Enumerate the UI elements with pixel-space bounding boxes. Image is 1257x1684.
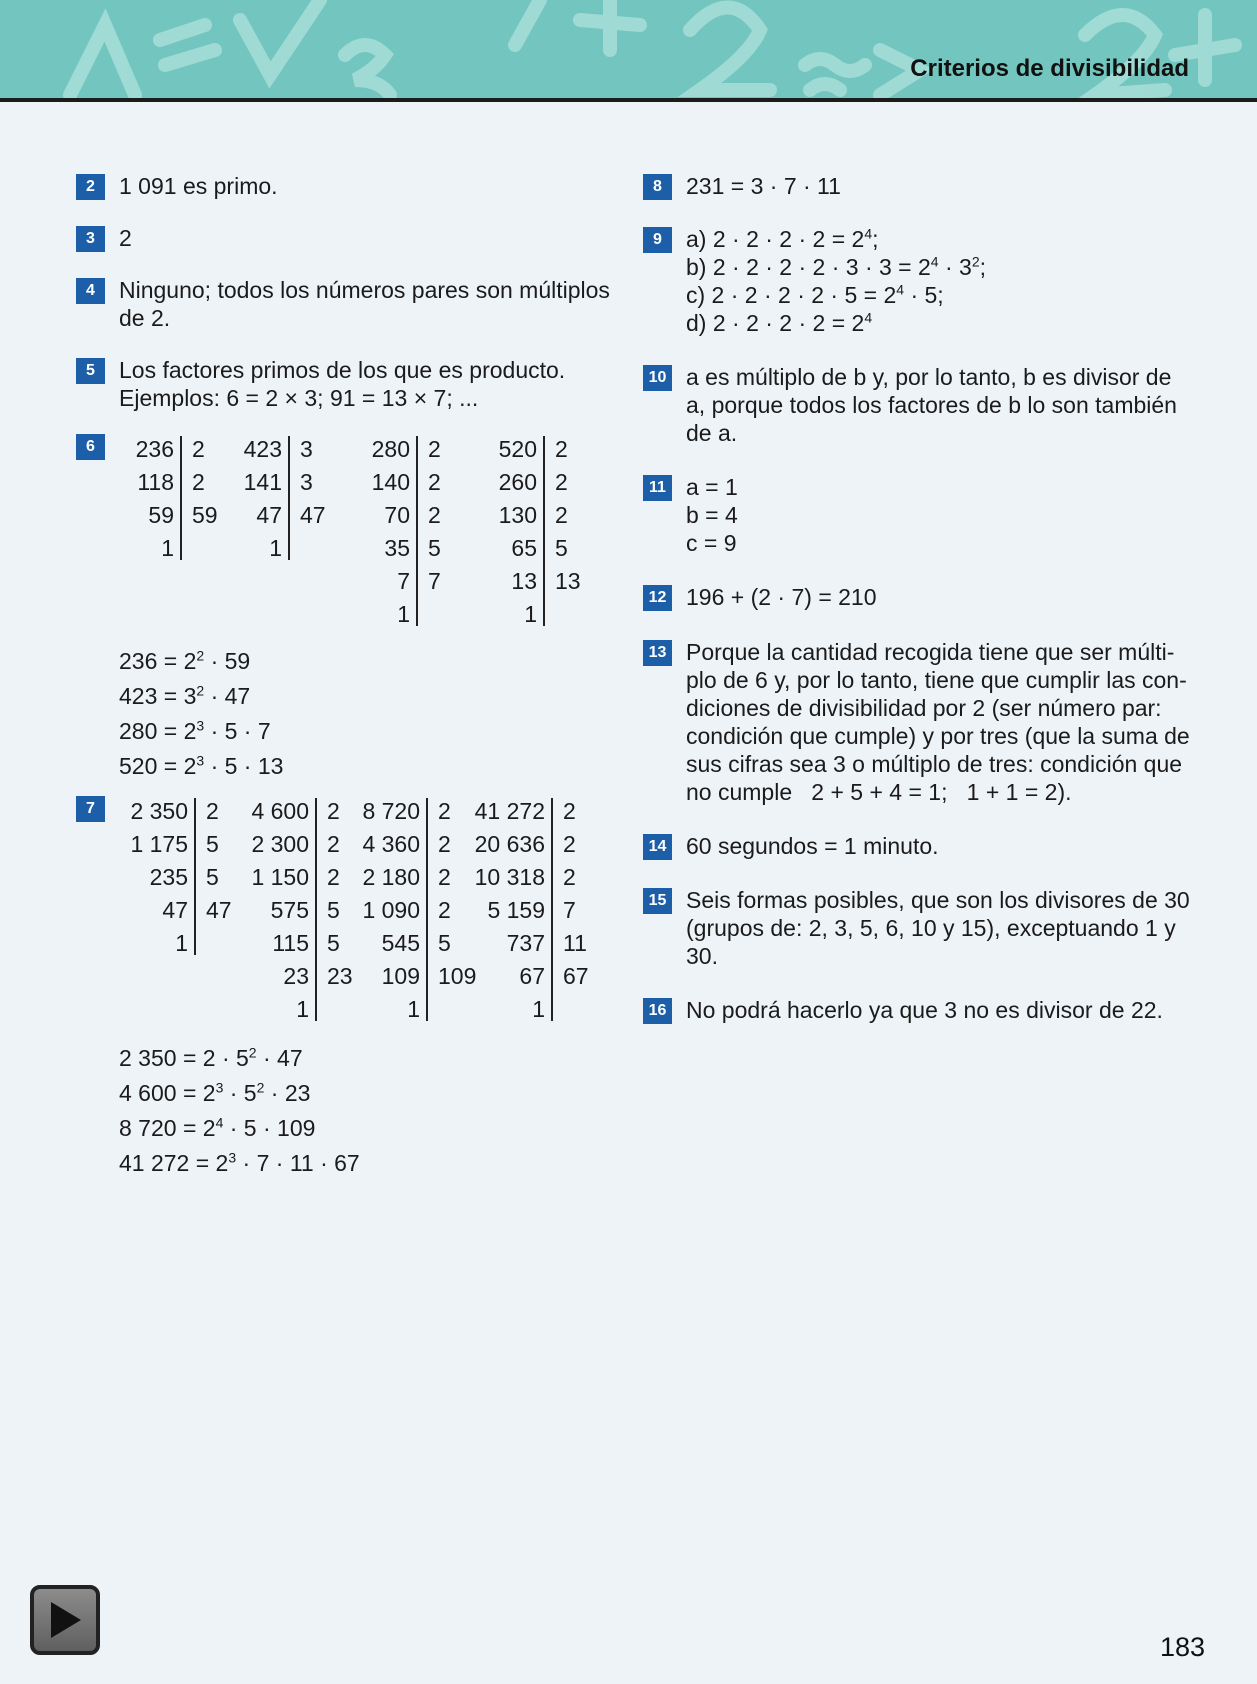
exercise-10 xyxy=(643,363,1203,447)
dividend-value: 59 xyxy=(148,502,174,528)
math-decoration-background xyxy=(0,0,1257,102)
dividend-value: 2 300 xyxy=(251,831,309,857)
dividend-value: 140 xyxy=(371,469,410,495)
chapter-title: Criterios de divisibilidad xyxy=(910,55,1189,82)
prime-divisor: 11 xyxy=(563,930,587,956)
exercise-text: 231 = 3 · 7 · 11 xyxy=(686,173,841,199)
prime-divisor: 5 xyxy=(327,930,340,956)
page-header xyxy=(0,0,1257,102)
exercise-text-line: Ninguno; todos los números pares son múltiplos xyxy=(119,277,610,303)
dividend-value: 20 636 xyxy=(474,831,545,857)
division-bar xyxy=(288,436,290,560)
factorization-result: 2 $350 = 2 \cdot 5^2 \cdot 47$ xyxy=(119,1044,303,1071)
dividend-value: 1 150 xyxy=(251,864,309,890)
exercise-16 xyxy=(643,996,1203,1024)
factorization-result: $423 = 3^2 \cdot 47$ xyxy=(119,682,251,709)
dividend-value: 10 318 xyxy=(474,864,545,890)
exercise-number-badge: 10 xyxy=(643,365,672,391)
dividend-value: 141 xyxy=(243,469,282,495)
dividend-value: 1 090 xyxy=(362,897,420,923)
dividend-value: 260 xyxy=(498,469,537,495)
exercise-14 xyxy=(643,832,1203,860)
exercise-number-badge: 8 xyxy=(643,174,672,200)
exercise-text xyxy=(686,225,1203,337)
exercise-9 xyxy=(643,225,1203,337)
exercise-number-badge: 11 xyxy=(643,475,672,501)
exercise-13 xyxy=(643,638,1203,806)
exercise-text-line: Ejemplos: 6 = 2 × 3; 91 = 13 × 7; ... xyxy=(119,385,479,411)
prime-divisor: 3 xyxy=(300,436,313,462)
exercise-text-line: a es múltiplo de b y, por lo tanto, b es divisor de xyxy=(686,364,1172,390)
exercise-text-line: a) $2 \cdot 2 \cdot 2 \cdot 2 = 2^4$; xyxy=(686,225,879,252)
exercise-text-line: b = 4 xyxy=(686,502,738,528)
dividend-value: 23 xyxy=(283,963,309,989)
prime-divisor: 2 xyxy=(555,436,568,462)
dividend-value: 7 xyxy=(397,568,410,594)
division-bar xyxy=(416,436,418,626)
prime-divisor: 2 xyxy=(192,436,205,462)
exercise-text-line: diciones de divisibilidad por 2 (ser número par: xyxy=(686,695,1162,721)
right-column xyxy=(643,172,1203,1024)
prime-divisor: 109 xyxy=(438,963,477,989)
exercise-6 xyxy=(76,432,616,784)
division-bar xyxy=(315,798,317,1021)
dividend-value: 1 175 xyxy=(130,831,188,857)
dividend-value: 4 600 xyxy=(251,798,309,824)
dividend-value: 41 272 xyxy=(474,798,545,824)
exercise-text: 1 091 es primo. xyxy=(119,173,278,199)
prime-divisor: 2 xyxy=(428,469,441,495)
dividend-value: 1 xyxy=(296,996,309,1022)
exercise-text-line: de a. xyxy=(686,420,738,446)
dividend-value: 1 xyxy=(161,535,174,561)
dividend-value: 1 xyxy=(407,996,420,1022)
prime-divisor: 59 xyxy=(192,502,218,528)
dividend-value: 35 xyxy=(384,535,410,561)
exercise-11 xyxy=(643,473,1203,557)
prime-divisor: 5 xyxy=(327,897,340,923)
prime-divisor: 2 xyxy=(428,502,441,528)
prime-divisor: 2 xyxy=(438,798,451,824)
factorization-result: $236 = 2^2 \cdot 59$ xyxy=(119,647,251,674)
prime-divisor: 67 xyxy=(563,963,589,989)
exercise-text: No podrá hacerlo ya que 3 no es divisor de 22. xyxy=(686,997,1163,1023)
exercise-text-line: c = 9 xyxy=(686,530,737,556)
division-bar xyxy=(180,436,182,560)
dividend-value: 115 xyxy=(272,930,309,956)
prime-divisor: 2 xyxy=(563,798,576,824)
division-bar xyxy=(426,798,428,1021)
prime-divisor: 2 xyxy=(206,798,219,824)
prime-divisor: 5 xyxy=(555,535,568,561)
prime-divisor: 2 xyxy=(563,831,576,857)
prime-divisor: 5 xyxy=(428,535,441,561)
dividend-value: 737 xyxy=(506,930,545,956)
exercise-text-line: (grupos de: 2, 3, 5, 6, 10 y 15), exceptuando 1 y xyxy=(686,915,1176,941)
prime-divisor: 2 xyxy=(438,864,451,890)
exercise-4 xyxy=(76,276,616,332)
dividend-value: 1 xyxy=(397,601,410,627)
prime-divisor: 5 xyxy=(206,831,219,857)
dividend-value: 2 180 xyxy=(362,864,420,890)
prime-divisor: 2 xyxy=(555,502,568,528)
dividend-value: 1 xyxy=(175,930,188,956)
dividend-value: 236 xyxy=(135,436,174,462)
dividend-value: 2 350 xyxy=(130,798,188,824)
exercise-text-line: Porque la cantidad recogida tiene que ser múlti- xyxy=(686,639,1175,665)
prime-divisor: 13 xyxy=(555,568,581,594)
prime-divisor: 2 xyxy=(555,469,568,495)
exercise-text-line: no cumple 2 + 5 + 4 = 1; 1 + 1 = 2). xyxy=(686,779,1072,805)
dividend-value: 1 xyxy=(524,601,537,627)
factorization-results xyxy=(76,644,616,784)
exercise-text-line: b) $2 \cdot 2 \cdot 2 \cdot 2 \cdot 3 \cdot 3 = 2^4 \cdot 3^2$; xyxy=(686,253,987,280)
dividend-value: 67 xyxy=(519,963,545,989)
exercise-text: 2 xyxy=(119,225,132,251)
exercise-number-badge: 9 xyxy=(643,227,672,253)
exercise-text-line: condición que cumple) y por tres (que la suma de xyxy=(686,723,1190,749)
exercise-number-badge: 4 xyxy=(76,278,105,304)
dividend-value: 70 xyxy=(384,502,410,528)
dividend-value: 130 xyxy=(498,502,537,528)
play-icon xyxy=(45,1598,85,1642)
factorization-results xyxy=(76,1041,616,1181)
dividend-value: 47 xyxy=(256,502,282,528)
exercise-text-line: Seis formas posibles, que son los divisores de 30 xyxy=(686,887,1190,913)
exercise-8 xyxy=(643,172,1203,200)
division-bar xyxy=(194,798,196,955)
exercise-text: 196 + (2 · 7) = 210 xyxy=(686,584,877,610)
exercise-text-line: 30. xyxy=(686,943,718,969)
dividend-value: 4 360 xyxy=(362,831,420,857)
factorization-result: 41 $272 = 2^3 \cdot 7 \cdot 11 \cdot 67$ xyxy=(119,1149,360,1176)
factorization-result: 4 $600 = 2^3 \cdot 5^2 \cdot 23$ xyxy=(119,1079,311,1106)
prime-divisor: 2 xyxy=(327,798,340,824)
division-bar xyxy=(551,798,553,1021)
dividend-value: 5 159 xyxy=(487,897,545,923)
prime-divisor: 5 xyxy=(206,864,219,890)
prime-divisor: 2 xyxy=(428,436,441,462)
exercise-text-line: d) $2 \cdot 2 \cdot 2 \cdot 2 = 2^4$ xyxy=(686,309,873,336)
exercise-number-badge: 5 xyxy=(76,358,105,384)
dividend-value: 109 xyxy=(381,963,420,989)
dividend-value: 1 xyxy=(532,996,545,1022)
prime-divisor: 2 xyxy=(563,864,576,890)
dividend-value: 280 xyxy=(371,436,410,462)
exercise-number-badge: 3 xyxy=(76,226,105,252)
exercise-7 xyxy=(76,794,616,1181)
prime-divisor: 2 xyxy=(438,831,451,857)
prime-divisor: 47 xyxy=(206,897,232,923)
factorization-tables xyxy=(76,432,616,644)
exercise-2 xyxy=(76,172,616,200)
prime-divisor: 23 xyxy=(327,963,353,989)
dividend-value: 575 xyxy=(270,897,309,923)
exercise-12 xyxy=(643,583,1203,611)
play-button[interactable] xyxy=(30,1585,100,1655)
exercise-5 xyxy=(76,356,616,412)
prime-divisor: 7 xyxy=(428,568,441,594)
prime-divisor: 47 xyxy=(300,502,326,528)
exercise-text-line: de 2. xyxy=(119,305,171,331)
factorization-result: 8 $720 = 2^4 \cdot 5 \cdot 109$ xyxy=(119,1114,316,1141)
exercise-15 xyxy=(643,886,1203,970)
prime-divisor: 2 xyxy=(327,831,340,857)
exercise-text-line: Los factores primos de los que es producto. xyxy=(119,357,566,383)
exercise-text: 60 segundos = 1 minuto. xyxy=(686,833,939,859)
exercise-number-badge: 12 xyxy=(643,585,672,611)
dividend-value: 1 xyxy=(269,535,282,561)
dividend-value: 8 720 xyxy=(362,798,420,824)
dividend-value: 520 xyxy=(498,436,537,462)
exercise-number-badge: 16 xyxy=(643,998,672,1024)
exercise-3 xyxy=(76,224,616,252)
exercise-text-line: plo de 6 y, por lo tanto, tiene que cumplir las con- xyxy=(686,667,1187,693)
exercise-number-badge: 13 xyxy=(643,640,672,666)
exercise-number-badge: 2 xyxy=(76,174,105,200)
exercise-text-line: sus cifras sea 3 o múltiplo de tres: condición que xyxy=(686,751,1183,777)
dividend-value: 545 xyxy=(381,930,420,956)
exercise-number-badge: 6 xyxy=(76,434,105,460)
factorization-tables xyxy=(76,794,616,1041)
exercise-number-badge: 14 xyxy=(643,834,672,860)
exercise-text-line: a, porque todos los factores de b lo son también xyxy=(686,392,1177,418)
dividend-value: 13 xyxy=(511,568,537,594)
factorization-result: $280 = 2^3 \cdot 5 \cdot 7$ xyxy=(119,717,271,744)
prime-divisor: 2 xyxy=(192,469,205,495)
prime-divisor: 2 xyxy=(327,864,340,890)
exercise-text-line: a = 1 xyxy=(686,474,738,500)
prime-divisor: 3 xyxy=(300,469,313,495)
page-number: 183 xyxy=(1159,1632,1205,1662)
dividend-value: 65 xyxy=(511,535,537,561)
dividend-value: 118 xyxy=(137,469,174,495)
exercise-number-badge: 15 xyxy=(643,888,672,914)
prime-divisor: 5 xyxy=(438,930,451,956)
exercise-text-line: c) $2 \cdot 2 \cdot 2 \cdot 2 \cdot 5 = 2^4 \cdot 5$; xyxy=(686,281,944,308)
dividend-value: 423 xyxy=(243,436,282,462)
division-bar xyxy=(543,436,545,626)
dividend-value: 47 xyxy=(162,897,188,923)
factorization-result: $520 = 2^3 \cdot 5 \cdot 13$ xyxy=(119,752,284,779)
prime-divisor: 7 xyxy=(563,897,576,923)
dividend-value: 235 xyxy=(149,864,188,890)
left-column xyxy=(76,172,616,1181)
prime-divisor: 2 xyxy=(438,897,451,923)
exercise-number-badge: 7 xyxy=(76,796,105,822)
